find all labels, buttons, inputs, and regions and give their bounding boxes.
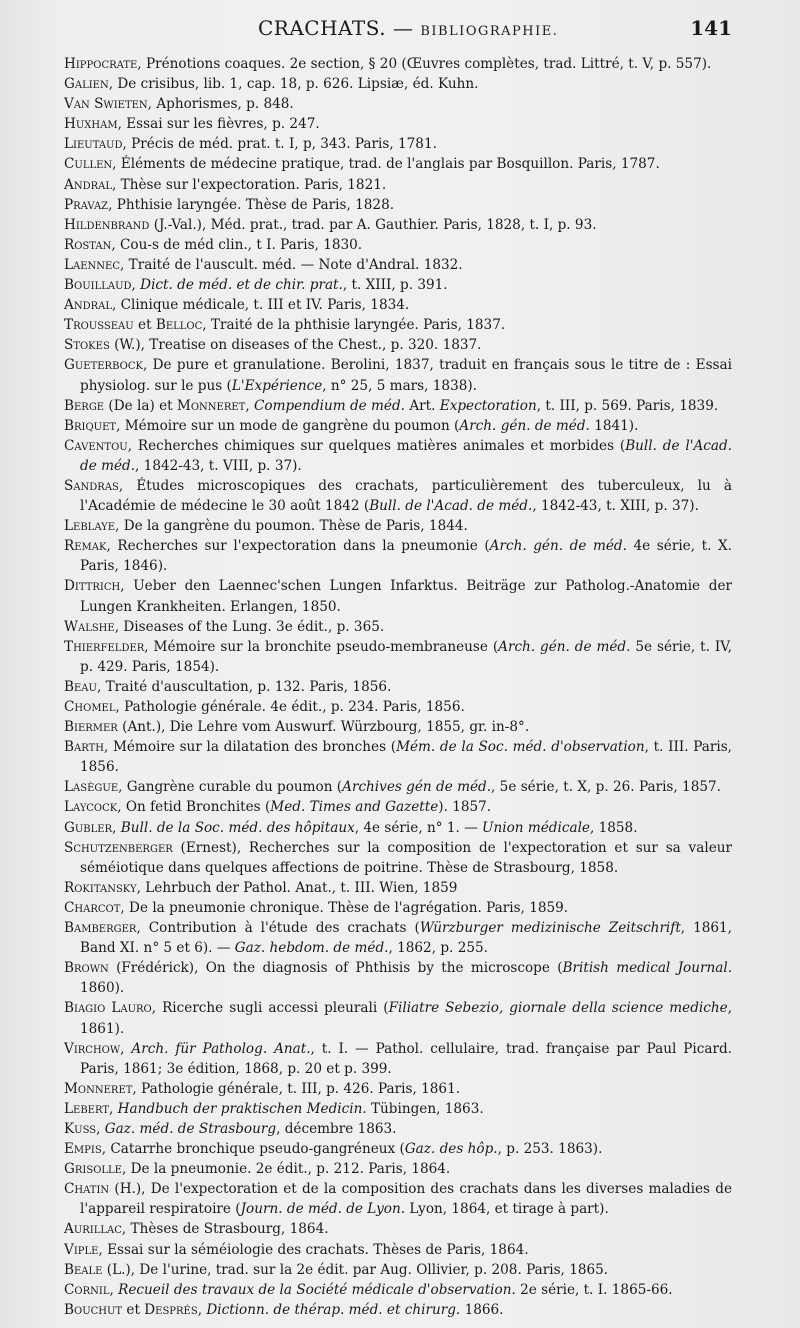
bibliography-entry	[64, 94, 732, 114]
entry-text: , Traité de l'auscult. méd. — Note d'Andral. 1832.	[120, 256, 463, 273]
entry-author: Huxham	[64, 116, 118, 133]
entry-author: Stokes	[64, 337, 110, 354]
entry-text: , n° 25, 5 mars, 1838).	[322, 377, 478, 394]
bibliography-entry	[64, 818, 732, 838]
entry-author: Walshe	[64, 618, 115, 635]
entry-author: Leblaye	[64, 518, 116, 535]
entry-work-title: Arch. gén. de méd.	[459, 417, 590, 434]
entry-text: , Ricerche sugli accessi pleurali (	[151, 1000, 389, 1017]
entry-text: , Recherches chimiques sur quelques matières animales et morbides (	[127, 437, 626, 454]
entry-text: Lyon, 1864, et tirage à part).	[405, 1201, 609, 1218]
bibliography-entry	[64, 154, 732, 174]
bibliography-entry	[64, 797, 732, 817]
entry-author: Bouchut	[64, 1301, 123, 1318]
entry-work-title: Compendium de méd.	[253, 397, 406, 414]
entry-text: (Frédérick), On the diagnosis of Phthisis by the microscope (	[108, 960, 563, 977]
entry-work-title: Bull. de la Soc. méd. des hôpitaux	[120, 819, 355, 836]
entry-author: Andral	[64, 176, 112, 193]
entry-work-title: Dict. de méd. et de chir. prat.	[140, 277, 343, 294]
bibliography-entry	[64, 1119, 732, 1139]
entry-text: , Traité d'auscultation, p. 132. Paris, 1856.	[96, 678, 392, 695]
entry-work-title: Bull. de l'Acad. de méd.	[369, 498, 533, 515]
entry-text: (De la) et	[104, 397, 177, 414]
entry-author: Rokitansky	[64, 879, 137, 896]
entry-text: , Ueber den Laennec'schen Lungen Infarktus. Beiträge zur Patholog.-Anatomie der Lungen Krankheiten. Erlangen, 1850.	[80, 578, 732, 615]
running-header	[62, 16, 732, 46]
entry-work-title: Arch. gén. de méd.	[489, 538, 627, 555]
entry-text: , Catarrhe bronchique pseudo-gangréneux (	[101, 1141, 405, 1158]
entry-author: Virchow	[64, 1040, 121, 1057]
entry-text: et	[122, 1301, 145, 1318]
entry-text: , Lehrbuch der Pathol. Anat., t. III. Wien, 1859	[136, 879, 458, 896]
entry-author: Charcot	[64, 899, 121, 916]
entry-text: , Aphorismes, p. 848.	[147, 96, 294, 113]
entry-text: ,	[109, 1281, 119, 1298]
entry-author: Monneret	[176, 397, 246, 414]
entry-text: , décembre 1863.	[276, 1120, 397, 1137]
entry-text: , Diseases of the Lung. 3e édit., p. 365.	[114, 618, 385, 635]
entry-work-title: Bull. de l'Acad. de méd.	[80, 437, 733, 474]
entry-author: Belloc	[155, 317, 203, 334]
bibliography-entry	[64, 516, 732, 536]
entry-work-title: Expectoration	[439, 397, 537, 414]
bibliography-entry	[64, 436, 732, 476]
entry-author: Pravaz	[64, 196, 109, 213]
page-number: 141	[690, 16, 732, 40]
entry-text: , 1862, p. 255.	[388, 940, 488, 957]
entry-text: , 5e série, t. X, p. 26. Paris, 1857.	[491, 779, 721, 796]
bibliography-entry	[64, 998, 732, 1038]
entry-author: Viple	[64, 1241, 99, 1258]
entry-text: 5e série, t. IV, p. 429. Paris, 1854).	[80, 638, 733, 675]
entry-author: Brown	[64, 960, 109, 977]
bibliography-entry	[64, 255, 732, 275]
entry-text: , Prénotions coaques. 2e section, § 20 (Œuvres complètes, trad. Littré, t. V, p. 557).	[137, 56, 712, 72]
bibliography-entry	[64, 195, 732, 215]
bibliography-entry	[64, 1039, 732, 1079]
bibliography-entry	[64, 275, 732, 295]
entry-author: Lieutaud	[64, 136, 123, 153]
entry-work-title: Recueil des travaux de la Société médicale d'observation.	[118, 1281, 516, 1298]
entry-text: , t. XIII, p. 391.	[342, 277, 448, 294]
entry-author: Empis	[64, 1141, 102, 1158]
entry-text: , Éléments de médecine pratique, trad. de l'anglais par Bosquillon. Paris, 1787.	[112, 156, 660, 173]
entry-author: Monneret	[64, 1080, 133, 1097]
entry-work-title: Würzburger medizinische Zeitschrift	[419, 920, 681, 937]
bibliography-entry	[64, 1280, 732, 1300]
entry-text: , Thèses de Strasbourg, 1864.	[121, 1221, 329, 1238]
entry-author: Rostan	[64, 236, 112, 253]
entry-author: Grisolle	[64, 1161, 122, 1178]
entry-author: Dittrich	[64, 578, 121, 595]
entry-author: Després	[144, 1301, 198, 1318]
bibliography-entry	[64, 134, 732, 154]
entry-author: Gueterbock	[64, 357, 143, 374]
entry-text: , De crisibus, lib. 1, cap. 18, p. 626. Lipsiæ, éd. Kuhn.	[108, 76, 479, 93]
entry-author: Beau	[64, 678, 97, 695]
bibliography-entry	[64, 838, 732, 878]
entry-text: , Précis de méd. prat. t. I, p, 343. Paris, 1781.	[122, 136, 437, 153]
bibliography-entry	[64, 637, 732, 677]
entry-text: , De la pneumonie. 2e édit., p. 212. Paris, 1864.	[121, 1161, 451, 1178]
entry-author: Laennec	[64, 256, 120, 273]
entry-author: Biagio Lauro	[64, 1000, 152, 1017]
entry-author: Kuss	[64, 1120, 97, 1137]
entry-work-title: Dictionn. de thérap. méd. et chirurg.	[206, 1301, 461, 1318]
bibliography-entry	[64, 175, 732, 195]
entry-text: , Recherches sur l'expectoration dans la pneumonie (	[106, 538, 490, 555]
entry-text: , Essai sur les fièvres, p. 247.	[117, 116, 320, 133]
entry-text: ,	[120, 1040, 132, 1057]
entry-text: , Thèse sur l'expectoration. Paris, 1821.	[111, 176, 387, 193]
entry-work-title: Journ. de méd. de Lyon.	[240, 1201, 406, 1218]
entry-text: , 1842-43, t. VIII, p. 37).	[135, 457, 302, 474]
entry-text: , Études microscopiques des crachats, particulièrement des tuberculeux, lu à l'Académie de médecine le 30 août 1842 (	[80, 477, 732, 515]
entry-author: Andral	[64, 297, 112, 314]
entry-text: , Pathologie générale, t. III, p. 426. Paris, 1861.	[132, 1080, 461, 1097]
bibliography-entry	[64, 536, 732, 576]
entry-work-title: Gaz. méd. de Strasbourg	[104, 1120, 277, 1137]
entry-text: , Mémoire sur la bronchite pseudo-membraneuse (	[144, 638, 499, 655]
header-dash: —	[392, 16, 414, 40]
entry-author: Cullen	[64, 156, 113, 173]
bibliography-entry	[64, 1219, 732, 1239]
entry-author: Beale	[64, 1261, 103, 1278]
entry-text: , 1858.	[589, 819, 638, 836]
entry-work-title: Union médicale	[482, 819, 590, 836]
bibliography-entry	[64, 898, 732, 918]
entry-text: , De pure et granulatione. Berolini, 1837, traduit en français sous le titre de : Essai physiolog. sur le pus (	[80, 357, 732, 394]
entry-text: ,	[197, 1301, 207, 1318]
bibliography-entry	[64, 1159, 732, 1179]
entry-text: , Gangrène curable du poumon (	[118, 779, 343, 796]
bibliography-entry	[64, 717, 732, 737]
entry-text: , 1861, Band XI. n° 5 et 6). —	[80, 920, 732, 957]
entry-text: ,	[112, 819, 121, 836]
entry-text: , t. III. Paris, 1856.	[80, 739, 732, 776]
bibliography-entry	[64, 777, 732, 797]
bibliography-entry	[64, 315, 732, 335]
bibliography-entry	[64, 697, 732, 717]
entry-text: ,	[109, 1100, 118, 1117]
bibliography-entry	[64, 1099, 732, 1119]
entry-work-title: Arch. gén. de méd.	[498, 638, 631, 655]
entry-text: 1866.	[460, 1301, 504, 1318]
bibliography-entry	[64, 74, 732, 94]
bibliography-entry	[64, 1240, 732, 1260]
entry-text: , t. I. — Pathol. cellulaire, trad. française par Paul Picard. Paris, 1861; 3e édition, 1868, p. 20 et p. 399.	[80, 1040, 732, 1077]
entry-text: , 1842-43, t. XIII, p. 37).	[532, 498, 699, 515]
entry-text: , Cou-s de méd clin., t I. Paris, 1830.	[111, 236, 363, 253]
entry-text: , Phthisie laryngée. Thèse de Paris, 1828.	[108, 196, 395, 213]
bibliography-entry	[64, 1179, 732, 1219]
entry-author: Van Swieten	[64, 96, 148, 113]
entry-author: Remak	[64, 538, 107, 555]
entry-text: (W.), Treatise on diseases of the Chest., p. 320. 1837.	[109, 337, 482, 354]
entry-text: 4e série, t. X. Paris, 1846).	[80, 538, 732, 575]
entry-work-title: Gaz. des hôp.	[404, 1141, 498, 1158]
entry-author: Trousseau	[64, 317, 134, 334]
entry-text: , p. 253. 1863).	[497, 1141, 603, 1158]
entry-text: , Essai sur la séméiologie des crachats. Thèses de Paris, 1864.	[98, 1241, 529, 1258]
entry-text: (H.), De l'expectoration et de la composition des crachats dans les diverses maladies de l'appareil respiratoire (	[80, 1181, 732, 1218]
entry-work-title: Med. Times and Gazette	[270, 799, 439, 816]
entry-text: , Clinique médicale, t. III et IV. Paris, 1834.	[111, 297, 410, 314]
entry-work-title: Handbuch der praktischen Medicin.	[117, 1100, 367, 1117]
entry-text: ). 1857.	[438, 799, 492, 816]
entry-text: , Traité de la phthisie laryngée. Paris, 1837.	[202, 317, 506, 334]
entry-text: ,	[131, 277, 141, 294]
bibliography-entry	[64, 416, 732, 436]
entry-work-title: Gaz. hebdom. de méd.	[234, 940, 389, 957]
bibliography-entry	[64, 114, 732, 134]
entry-author: Chatin	[64, 1181, 110, 1198]
entry-text: et	[133, 317, 156, 334]
bibliography-entry	[64, 54, 732, 74]
entry-text: , Pathologie générale. 4e édit., p. 234. Paris, 1856.	[115, 699, 465, 715]
entry-text: Tübingen, 1863.	[366, 1100, 484, 1117]
entry-text: ,	[245, 397, 254, 414]
entry-text: , t. III, p. 569. Paris, 1839.	[536, 397, 719, 414]
entry-author: Hippocrate	[64, 56, 138, 72]
entry-work-title: Filiatre Sebezio, giornale della science mediche	[388, 1000, 728, 1017]
entry-text: 2e série, t. I. 1865-66.	[515, 1281, 673, 1298]
bibliography-entry	[64, 476, 732, 516]
bibliography-entry	[64, 295, 732, 315]
entry-author: Chomel	[64, 699, 116, 715]
bibliography-entry	[64, 1139, 732, 1159]
entry-work-title: British medical Journal.	[562, 960, 733, 977]
entry-author: Biermer	[64, 719, 118, 736]
entry-author: Sandras	[64, 477, 119, 494]
entry-author: Bouillaud	[64, 277, 132, 294]
entry-work-title: Arch. für Patholog. Anat.	[131, 1040, 311, 1057]
bibliography-entry	[64, 617, 732, 637]
entry-author: Hildenbrand	[64, 216, 150, 233]
entry-text: , On fetid Bronchites (	[117, 799, 271, 816]
entry-text: , Contribution à l'étude des crachats (	[136, 920, 420, 937]
entry-work-title: L'Expérience	[231, 377, 323, 394]
running-title	[258, 16, 558, 40]
entry-author: Cornil	[64, 1281, 110, 1298]
bibliography-entry	[64, 235, 732, 255]
entry-text: 1841).	[589, 417, 639, 434]
entry-author: Schutzenberger	[64, 839, 173, 856]
entry-text: 1860).	[80, 980, 125, 997]
entry-author: Aurillac	[64, 1221, 122, 1238]
entry-text: , De la gangrène du poumon. Thèse de Paris, 1844.	[115, 518, 468, 535]
entry-author: Berge	[64, 397, 105, 414]
entry-author: Laycock	[64, 799, 118, 816]
entry-text: , Mémoire sur un mode de gangrène du poumon (	[116, 417, 460, 434]
entry-work-title: Mém. de la Soc. méd. d'observation	[396, 739, 645, 756]
bibliography-entry	[64, 355, 732, 395]
entry-author: Thierfelder	[64, 638, 145, 655]
entry-author: Caventou	[64, 437, 128, 454]
entry-author: Bamberger	[64, 920, 137, 937]
bibliography-entry	[64, 737, 732, 777]
entry-author: Lebert	[64, 1100, 109, 1117]
bibliography-entry	[64, 396, 732, 416]
bibliography-entry	[64, 958, 732, 998]
entry-text: , De la pneumonie chronique. Thèse de l'agrégation. Paris, 1859.	[120, 899, 569, 916]
entry-author: Galien	[64, 76, 109, 93]
entry-author: Barth	[64, 739, 104, 756]
entry-text: (J.-Val.), Méd. prat., trad. par A. Gauthier. Paris, 1828, t. I, p. 93.	[149, 216, 597, 233]
entry-text: (L.), De l'urine, trad. sur la 2e édit. par Aug. Ollivier, p. 208. Paris, 1865.	[102, 1261, 609, 1278]
bibliography-list	[64, 54, 732, 1320]
bibliography-entry	[64, 576, 732, 616]
entry-text: , 4e série, n° 1. —	[354, 819, 483, 836]
bibliography-entry	[64, 677, 732, 697]
bibliography-entry	[64, 335, 732, 355]
entry-text: (Ernest), Recherches sur la composition de l'expectoration et sur sa valeur séméiotique dans quelques affections de poitrine. Thèse de Strasbourg, 1858.	[80, 839, 732, 876]
entry-author: Briquet	[64, 417, 117, 434]
bibliography-entry	[64, 1260, 732, 1280]
entry-work-title: Archives gén de méd.	[342, 779, 492, 796]
entry-text: , 1861).	[80, 1000, 733, 1037]
bibliography-entry	[64, 1300, 732, 1320]
entry-text: , Mémoire sur la dilatation des bronches (	[103, 739, 397, 756]
header-title: CRACHATS.	[258, 16, 387, 40]
bibliography-entry	[64, 215, 732, 235]
entry-author: Gubler	[64, 819, 113, 836]
header-subtitle: BIBLIOGRAPHIE.	[420, 24, 559, 39]
entry-text: Art.	[405, 397, 440, 414]
bibliography-entry	[64, 878, 732, 898]
entry-text: ,	[96, 1120, 105, 1137]
bibliography-entry	[64, 1079, 732, 1099]
bibliography-entry	[64, 918, 732, 958]
entry-author: Lasègue	[64, 779, 119, 796]
entry-text: (Ant.), Die Lehre vom Auswurf. Würzbourg, 1855, gr. in-8°.	[117, 719, 530, 736]
